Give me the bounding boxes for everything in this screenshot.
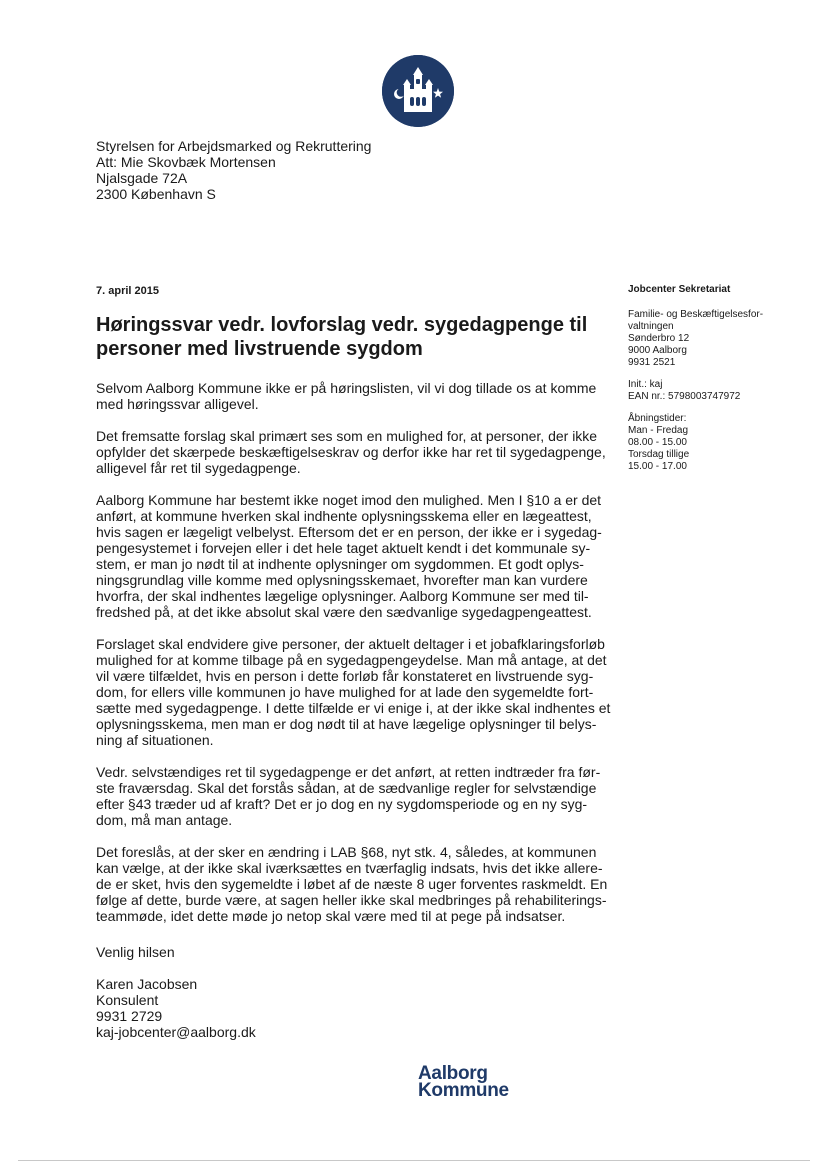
sender-signature (96, 976, 256, 1040)
recipient-line: Att: Mie Skovbæk Mortensen (96, 154, 276, 170)
recipient-line: Styrelsen for Arbejdsmarked og Rekruttering (96, 138, 372, 154)
paragraph-line: efter §43 træder ud af kraft? Det er jo dog en ny sygdomsperiode og en ny syg- (96, 796, 588, 812)
sidebar-ids (628, 379, 813, 403)
paragraph-line: Det foreslås, at der sker en ændring i LAB §68, nyt stk. 4, således, at kommunen (96, 844, 597, 860)
sidebar-line: 9931 2521 (628, 357, 676, 368)
closing-greeting: Venlig hilsen (96, 944, 175, 960)
paragraph-line: teammøde, idet dette møde jo netop skal være med til at pege på indsatser. (96, 908, 566, 924)
recipient-line: Njalsgade 72A (96, 170, 188, 186)
sidebar-line: Torsdag tillige (628, 449, 690, 460)
paragraph-line: ning af situationen. (96, 732, 214, 748)
paragraph-line: vil være tilfældet, hvis en person i dette forløb får konstateret en livstruende syg- (96, 668, 594, 684)
paragraph-4 (96, 636, 616, 748)
sidebar-line: 9000 Aalborg (628, 345, 687, 356)
paragraph-line: Aalborg Kommune har bestemt ikke noget imod den mulighed. Men I §10 a er det (96, 492, 602, 508)
sender-email[interactable]: kaj-jobcenter@aalborg.dk (96, 1024, 256, 1040)
paragraph-line: Forslaget skal endvidere give personer, der aktuelt deltager i et jobafklaringsforløb (96, 636, 605, 652)
paragraph-line: hvorfra, der skal indhentes lægelige oplysninger. Aalborg Kommune ser med til- (96, 588, 589, 604)
recipient-address (96, 138, 496, 202)
municipal-seal-icon (382, 55, 454, 127)
sidebar-line: 15.00 - 17.00 (628, 461, 687, 472)
sidebar-line: Init.: kaj (628, 379, 663, 390)
letter-date: 7. april 2015 (96, 285, 159, 297)
paragraph-line: hvis sagen er lægeligt velbelyst. Eftersom det er en person, der ikke er i sygedag- (96, 524, 602, 540)
paragraph-line: dom, må man antage. (96, 812, 233, 828)
paragraph-1 (96, 380, 616, 412)
paragraph-line: pengesystemet i forvejen eller i det hele taget aktuelt kendt i det kommunale sy- (96, 540, 591, 556)
department-name: Jobcenter Sekretariat (628, 284, 731, 295)
sidebar-line: EAN nr.: 5798003747972 (628, 391, 741, 402)
sender-phone: 9931 2729 (96, 1008, 163, 1024)
paragraph-2 (96, 428, 616, 476)
sidebar-line: Familie- og Beskæftigelsesfor- (628, 309, 764, 320)
paragraph-3 (96, 492, 616, 620)
logo-line: Kommune (418, 1080, 509, 1101)
paragraph-6 (96, 844, 616, 924)
paragraph-line: mulighed for at komme tilbage på en sygedagpengeydelse. Man må antage, at det (96, 652, 607, 668)
sidebar-line: Åbningstider: (628, 413, 687, 424)
paragraph-line: fredshed på, at det ikke absolut skal være den sædvanlige sygedagpengeattest. (96, 604, 592, 620)
letter-heading (96, 313, 616, 361)
paragraph-line: med høringssvar alligevel. (96, 396, 259, 412)
paragraph-line: opfylder det skærpede beskæftigelseskrav og derfor ikke har ret til sygedagpenge, (96, 444, 606, 460)
paragraph-line: Selvom Aalborg Kommune ikke er på høringslisten, vil vi dog tillade os at komme (96, 380, 597, 396)
paragraph-line: oplysningsskema, men man er dog nødt til at have lægelige oplysninger til belys- (96, 716, 597, 732)
heading-line: Høringssvar vedr. lovforslag vedr. sygedagpenge til (96, 314, 588, 336)
paragraph-line: anført, at kommune hverken skal indhente oplysningsskema eller en lægeattest, (96, 508, 592, 524)
sidebar-line: Sønderbro 12 (628, 333, 690, 344)
paragraph-5 (96, 764, 616, 828)
logo-line: Aalborg (418, 1063, 488, 1084)
paragraph-line: sætte med sygedagpenge. I dette tilfælde er vi enige i, at der ikke skal indhentes et (96, 700, 611, 716)
paragraph-line: Vedr. selvstændiges ret til sygedagpenge er det anført, at retten indtræder fra før- (96, 764, 601, 780)
heading-line: personer med livstruende sygdom (96, 338, 423, 360)
sender-sidebar (628, 284, 813, 483)
sidebar-line: 08.00 - 15.00 (628, 437, 687, 448)
aalborg-kommune-logo (418, 1065, 509, 1099)
paragraph-line: stem, er man jo nødt til at indhente oplysninger om sygdommen. Et godt oplys- (96, 556, 584, 572)
paragraph-line: de er sket, hvis den sygemeldte i løbet af de næste 8 uger forventes raskmeldt. En (96, 876, 608, 892)
letter-body (96, 380, 616, 940)
paragraph-line: alligevel får ret til sygedagpenge. (96, 460, 301, 476)
sender-title: Konsulent (96, 992, 159, 1008)
sidebar-address (628, 309, 813, 369)
sender-name: Karen Jacobsen (96, 976, 198, 992)
sidebar-opening-hours (628, 413, 813, 473)
sidebar-line: Man - Fredag (628, 425, 689, 436)
sidebar-line: valtningen (628, 321, 674, 332)
paragraph-line: ningsgrundlag ville komme med oplysningsskemaet, hvorefter man kan vurdere (96, 572, 588, 588)
page-bottom-divider (18, 1160, 810, 1161)
paragraph-line: dom, for ellers ville kommunen jo have mulighed for at lade den sygemeldte fort- (96, 684, 594, 700)
paragraph-line: kan vælge, at der ikke skal iværksættes en tværfaglig indsats, hvis det ikke allere- (96, 860, 603, 876)
recipient-line: 2300 København S (96, 186, 216, 202)
paragraph-line: Det fremsatte forslag skal primært ses som en mulighed for, at personer, der ikke (96, 428, 598, 444)
paragraph-line: ste fraværsdag. Skal det forstås sådan, at de sædvanlige regler for selvstændige (96, 780, 597, 796)
paragraph-line: følge af dette, burde være, at sagen heller ikke skal medbringes på rehabiliterings- (96, 892, 607, 908)
